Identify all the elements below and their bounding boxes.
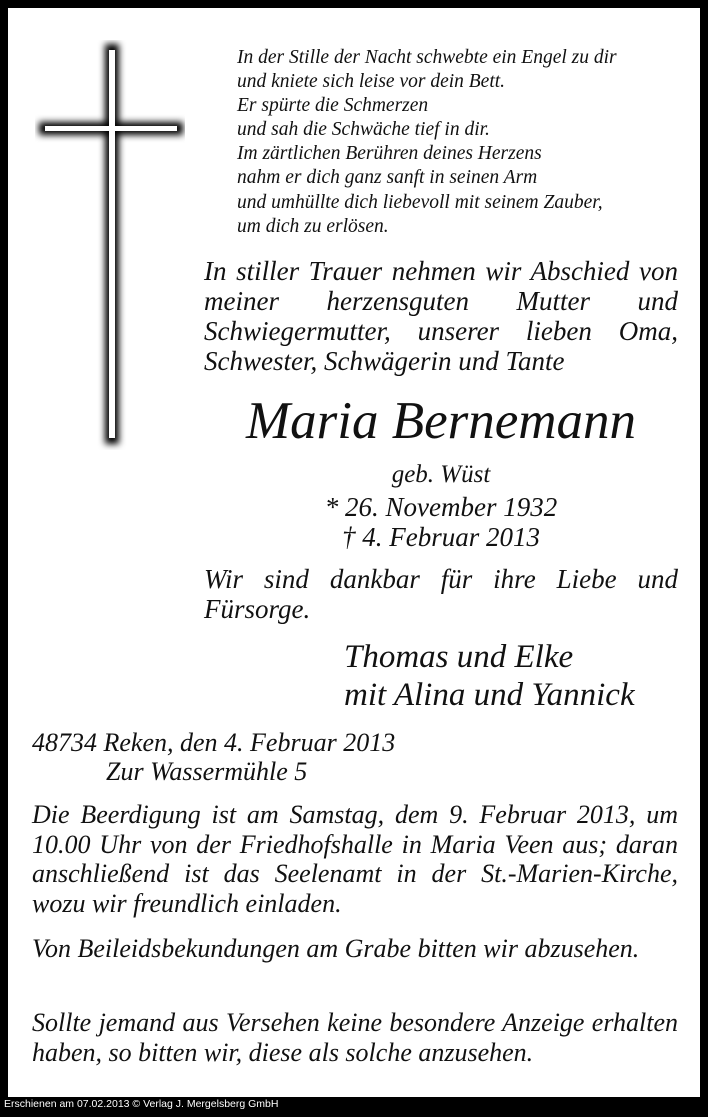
poem-line: und sah die Schwäche tief in dir.: [237, 119, 490, 141]
maiden-name: geb. Wüst: [391, 461, 491, 488]
poem: [237, 46, 697, 239]
poem-line: In der Stille der Nacht schwebte ein Engel zu dir: [237, 47, 617, 68]
publication-footer: Erschienen am 07.02.2013 © Verlag J. Mergelsberg GmbH: [4, 1098, 279, 1110]
missed-notice: Sollte jemand aus Versehen keine besondere Anzeige erhalten haben, so bitten wir, diese als solche anzusehen.: [32, 1008, 678, 1067]
funeral-notice: Die Beerdigung ist am Samstag, dem 9. Februar 2013, um 10.00 Uhr von der Friedhofshalle in Maria Veen aus; daran anschließend ist das Seelenamt in der St.-Marien-Kirche, wozu wir freundlich einladen.: [32, 800, 678, 918]
mourning-intro: In stiller Trauer nehmen wir Abschied von meiner herzensguten Mutter und Schwiegermutter, unserer lieben Oma, Schwester, Schwägerin und Tante: [204, 256, 678, 376]
deceased-name: Maria Bernemann: [245, 392, 637, 450]
family-signature: [344, 638, 690, 714]
place-date: 48734 Reken, den 4. Februar 2013: [32, 728, 396, 757]
condolence-notice: Von Beileidsbekundungen am Grabe bitten wir abzusehen.: [32, 934, 640, 963]
obituary-notice: [8, 8, 700, 1097]
poem-line: nahm er dich ganz sanft in seinen Arm: [237, 167, 538, 189]
street-address: Zur Wassermühle 5: [106, 757, 308, 786]
poem-line: und umhüllte dich liebevoll mit seinem Zauber,: [237, 191, 603, 213]
family-line-2: mit Alina und Yannick: [344, 677, 635, 713]
address-block: [32, 728, 452, 786]
thanks-text: Wir sind dankbar für ihre Liebe und Fürsorge.: [204, 564, 678, 624]
birth-date: * 26. November 1932: [324, 492, 558, 522]
latin-cross-icon: [35, 40, 185, 450]
poem-line: um dich zu erlösen.: [237, 215, 389, 237]
poem-line: Im zärtlichen Berühren deines Herzens: [237, 143, 542, 165]
poem-line: Er spürte die Schmerzen: [237, 95, 429, 117]
family-line-1: Thomas und Elke: [344, 639, 574, 675]
death-date: † 4. Februar 2013: [342, 522, 540, 552]
poem-line: und kniete sich leise vor dein Bett.: [237, 71, 506, 93]
